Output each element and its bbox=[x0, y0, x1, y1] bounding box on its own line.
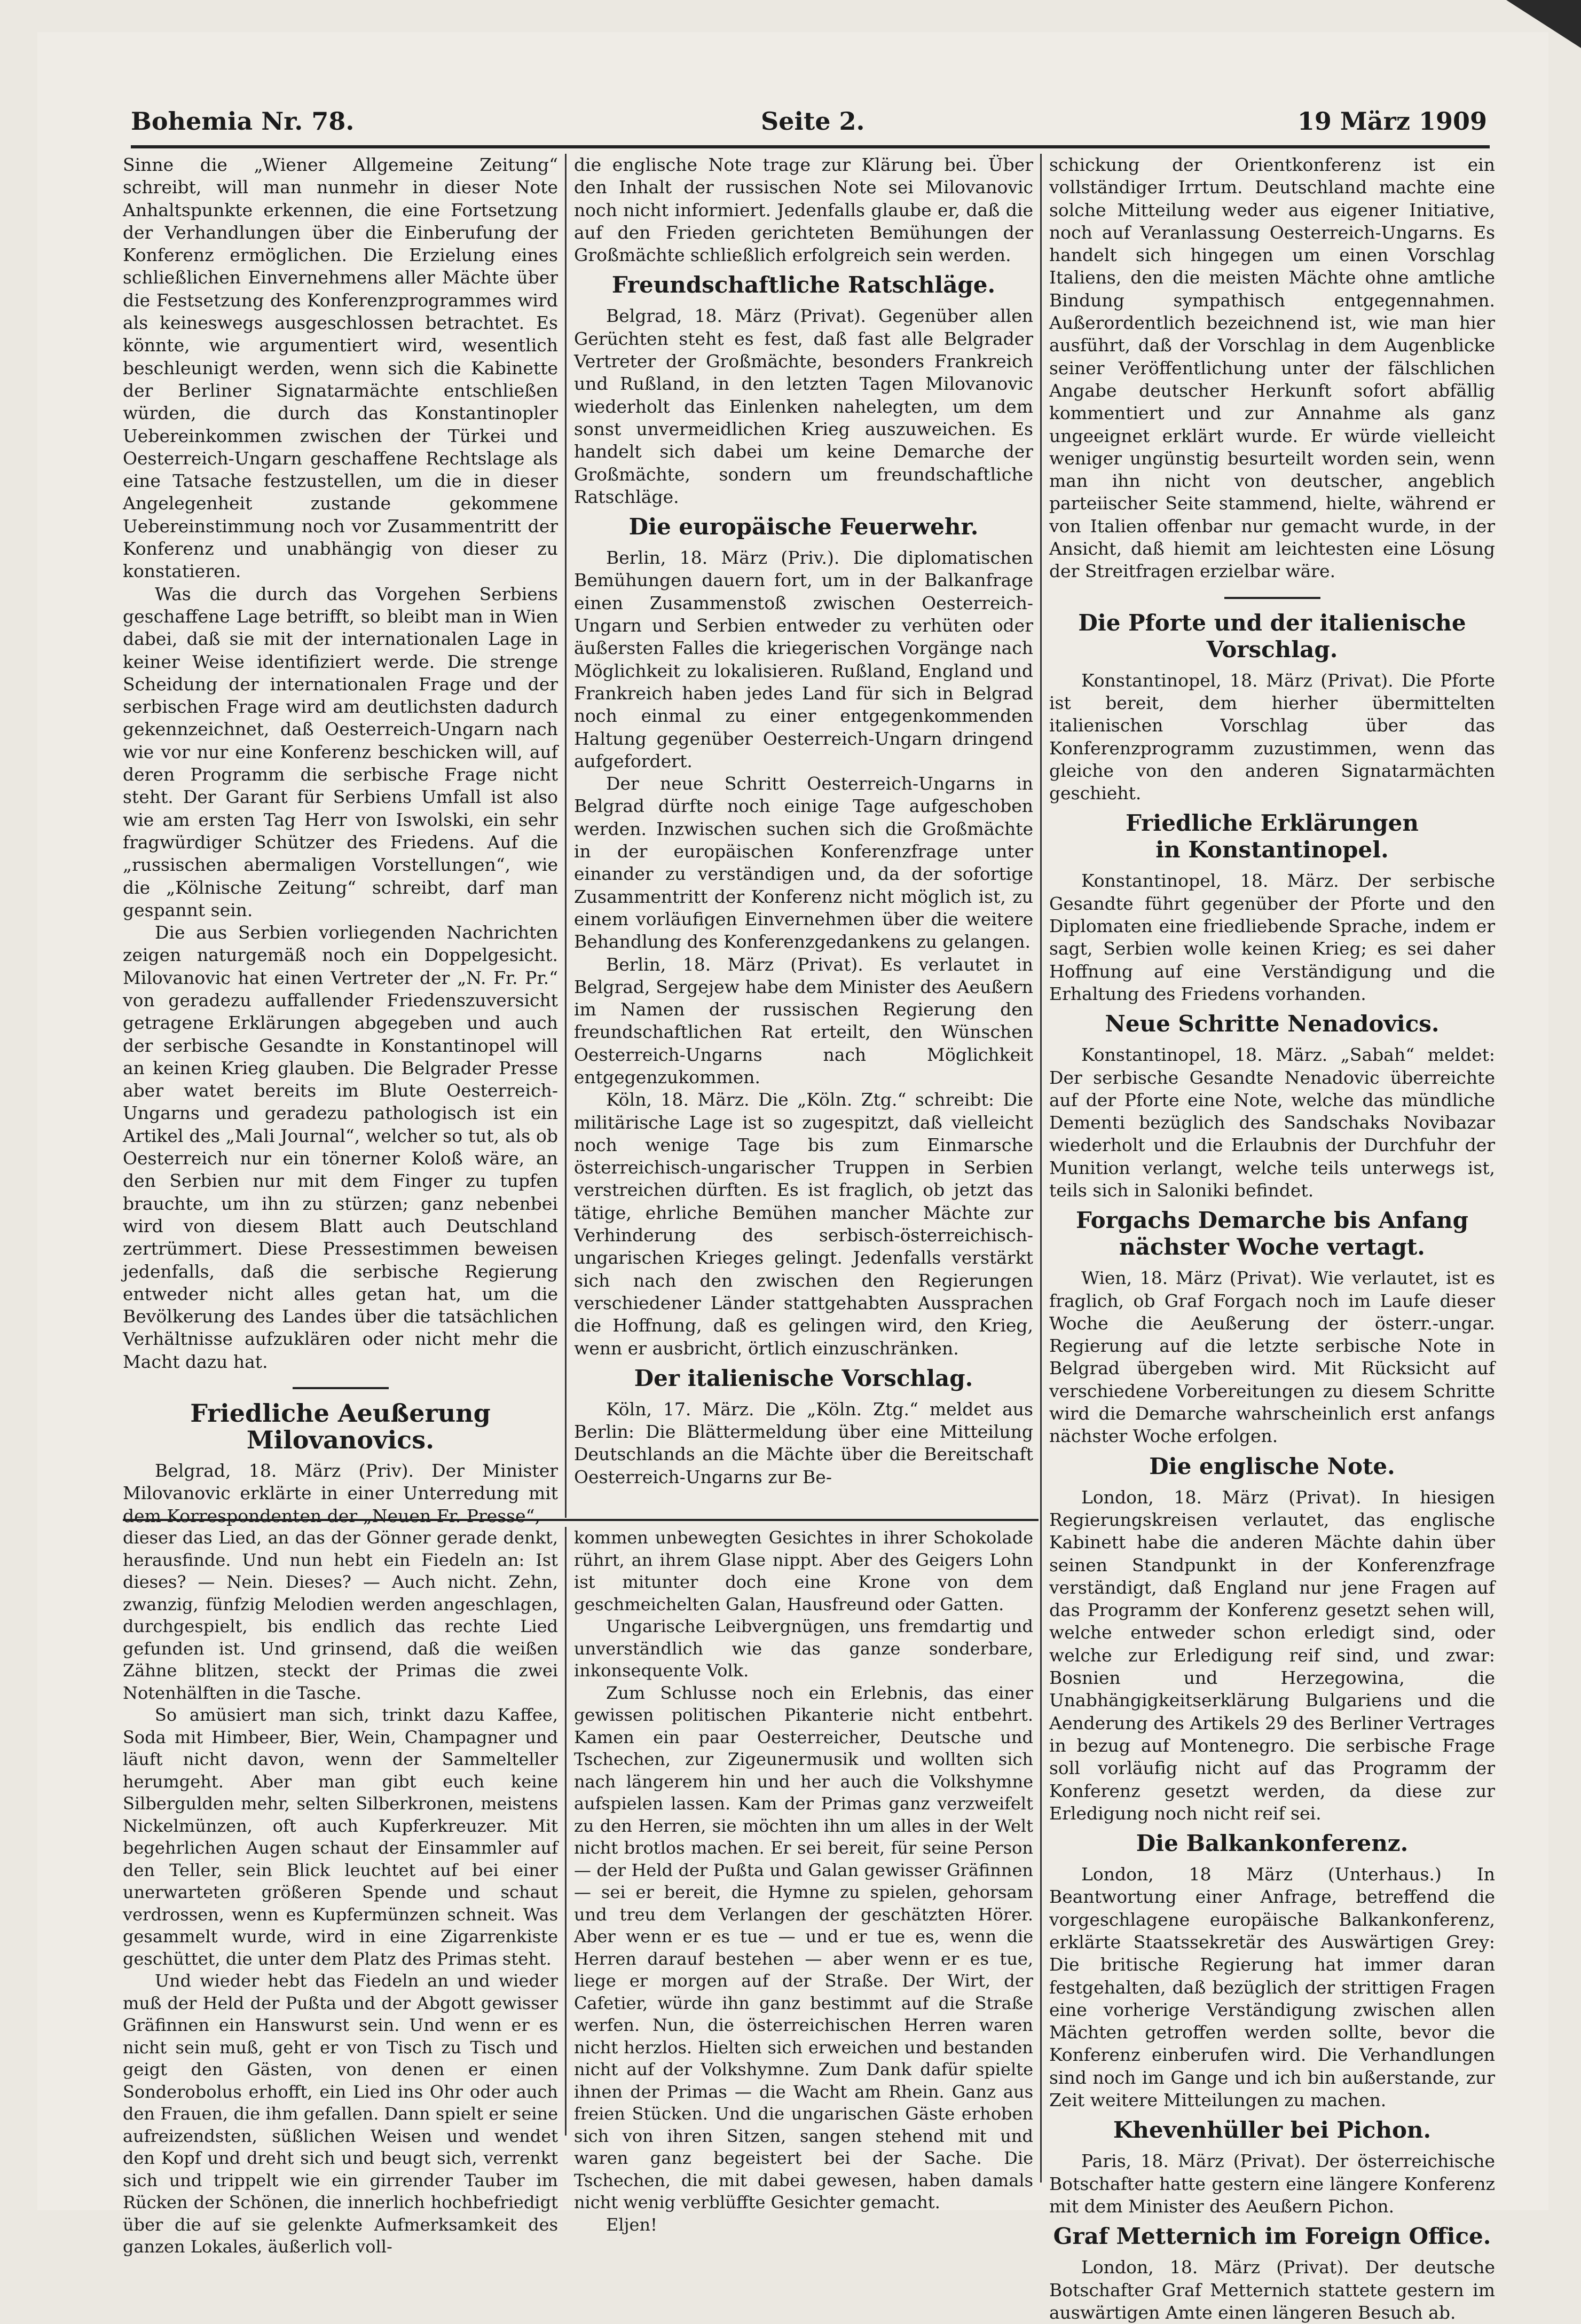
article-headline: nächster Woche vertagt. bbox=[1119, 1234, 1425, 1261]
page-number: Seite 2. bbox=[761, 107, 865, 136]
article-headline: Forgachs Demarche bis Anfang bbox=[1076, 1207, 1468, 1234]
article-headline: Der italienische Vorschlag. bbox=[634, 1365, 973, 1391]
article-paragraph: Köln, 17. März. Die „Köln. Ztg.“ meldet aus Berlin: Die Blättermeldung über eine Mitteilung Deutschlands an die Mächte über die Bereitschaft Oesterreich-Ungarns zur Be- bbox=[574, 1398, 1033, 1487]
article-headline: Neue Schritte Nenadovics. bbox=[1105, 1011, 1440, 1037]
article-paragraph: Wien, 18. März (Privat). Wie verlautet, ist es fraglich, ob Graf Forgach noch im Laufe dieser Woche die Aeußerung der österr.-ungar. Regierung auf die letzte serbische Note in Belgrad übergeben wird. Mit Rücksicht auf verschiedene Vorbereitungen zu diesem Schritte wird die Demarche wahrscheinlich erst anfangs nächster Woche erfolgen. bbox=[1049, 1267, 1495, 1447]
article-paragraph: Paris, 18. März (Privat). Der österreichische Botschafter hatte gestern eine längere Konferenz mit dem Minister des Aeußern Pichon. bbox=[1049, 2150, 1495, 2217]
feuilleton-paragraph: Eljen! bbox=[606, 2214, 657, 2235]
feuilleton-paragraph: kommen unbewegten Gesichtes in ihrer Schokolade rührt, an ihrem Glase nippt. Aber des Geigers Lohn ist mitunter doch eine Krone von dem geschmeichelten Galan, Hausfreund oder Gatten. bbox=[574, 1527, 1033, 1614]
column-divider bbox=[1040, 154, 1042, 2183]
column-divider bbox=[565, 154, 567, 1518]
article-paragraph: Belgrad, 18. März (Privat). Gegenüber allen Gerüchten steht es fest, daß fast alle Belgrader Vertreter der Großmächte, besonders Frankreich und Rußland, in den letzten Tagen Milovanovic wiederholt das Einlenken nahelegten, um dem sonst unvermeidlichen Krieg auszuweichen. Es handelt sich dabei um keine Demarche der Großmächte, sondern um freundschaftliche Ratschläge. bbox=[574, 305, 1033, 507]
header-rule bbox=[131, 145, 1490, 148]
article-headline: in Konstantinopel. bbox=[1155, 837, 1389, 863]
article-paragraph: Berlin, 18. März (Privat). Es verlautet in Belgrad, Sergejew habe dem Minister des Aeußern im Namen der russischen Regierung den freundschaftlichen Rat erteilt, den Wünschen Oesterreich-Ungarns nach Möglichkeit entgegenzukommen. bbox=[574, 954, 1033, 1088]
article-paragraph: die englische Note trage zur Klärung bei. Über den Inhalt der russischen Note sei Milovanovic noch nicht informiert. Jedenfalls glaube er, daß die auf den Frieden gerichteten Bemühungen der Großmächte schließlich erfolgreich sein werden. bbox=[574, 154, 1033, 266]
feuilleton-right bbox=[574, 1527, 1033, 2235]
article-paragraph: Belgrad, 18. März (Priv). Der Minister Milovanovic erklärte in einer Unterredung mit dem Korrespondenten der „Neuen Fr. Presse“, bbox=[123, 1460, 558, 1526]
article-headline: Khevenhüller bei Pichon. bbox=[1113, 2117, 1431, 2144]
feuilleton-paragraph: So amüsiert man sich, trinkt dazu Kaffee, Soda mit Himbeer, Bier, Wein, Champagner und läuft nicht davon, wenn der Sammelteller herumgeht. Aber man gibt euch keine Silbergulden mehr, selten Silberkronen, meistens Nickelmünzen, oft auch Kupferkreuzer. Mit begehrlichen Augen schaut der Einsammler auf den Teller, sein Blick leuchtet auf bei einer unerwarteten größeren Spende und schaut verdrossen, wenn es Kupfermünzen schneit. Was gesammelt wurde, wird in eine Zigarrenkiste geschüttet, die unter dem Platz des Primas steht. bbox=[123, 1705, 558, 1969]
feuilleton-paragraph: Und wieder hebt das Fiedeln an und wieder muß der Held der Pußta und der Abgott gewisser Gräfinnen ein Hanswurst sein. Und wenn er es nicht sein muß, geht er von Tisch zu Tisch und geigt den Gästen, von denen er einen Sonderobolus erhofft, ein Lied ins Ohr oder auch den Frauen, die ihm gefallen. Dann spielt er seine aufreizendsten, süßlichen Weisen und wendet den Kopf und dreht sich und beugt sich, verrenkt sich und trippelt wie ein girrender Tauber im Rücken der Schönen, die innerlich hochbefriedigt über die auf sie gelenkte Aufmerksamkeit des ganzen Lokales, äußerlich voll- bbox=[123, 1971, 558, 2257]
article-headline: Die Pforte und der italienische Vorschlag. bbox=[1078, 609, 1466, 663]
feuilleton-paragraph: Zum Schlusse noch ein Erlebnis, das einer gewissen politischen Pikanterie nicht entbehrt. Kamen ein paar Oesterreicher, Deutsche und Tschechen, zur Zigeunermusik und wollten sich nach längerem hin und her auch die Volkshymne aufspielen lassen. Kam der Primas ganz verzweifelt zu den Herren, sie möchten ihn um alles in der Welt nicht brotlos machen. Er sei bereit, für seine Person — der Held der Pußta und Galan gewisser Gräfinnen — sei er bereit, die Hymne zu spielen, gehorsam und treu dem Verlangen der geschätzten Hörer. Aber wenn er es tue — und er tue es, wenn die Herren darauf bestehen — aber wenn er es tue, liege er morgen auf der Straße. Der Wirt, der Cafetier, würde ihn ganz bestimmt auf die Straße werfen. Nun, die österreichischen Herren waren nicht herzlos. Hielten sich erweichen und bestanden nicht auf der Volkshymne. Zum Dank dafür spielte ihnen der Primas — die Wacht am Rhein. Ganz aus freien Stücken. Und die ungarischen Gäste erhoben sich von ihren Sitzen, sangen stehend mit und waren ganz begeistert bei der Sache. Die Tschechen, die mit dabei gewesen, haben damals nicht wenig verblüffte Gesichter gemacht. bbox=[574, 1682, 1033, 2212]
scan-corner-shadow bbox=[1506, 0, 1581, 48]
article-paragraph: Der neue Schritt Oesterreich-Ungarns in Belgrad dürfte noch einige Tage aufgeschoben werden. Inzwischen suchen sich die Großmächte in der europäischen Konferenzfrage unter einander zu verständigen und, da der sofortige Zusammentritt der Konferenz nicht möglich ist, zu einem vorläufigen Einvernehmen über die weitere Behandlung des Konferenzgedankens zu gelangen. bbox=[574, 773, 1033, 952]
article-headline: Graf Metternich im Foreign Office. bbox=[1053, 2223, 1491, 2250]
feuilleton-paragraph: dieser das Lied, an das der Gönner gerade denkt, herausfinde. Und nun hebt ein Fiedeln an: Ist dieses? — Nein. Dieses? — Auch nicht. Zehn, zwanzig, fünfzig Melodien werden angeschlagen, durchgespielt, bis endlich das rechte Lied gefunden ist. Und grinsend, daß die weißen Zähne blitzen, steckt der Primas die zwei Notenhälften in die Tasche. bbox=[123, 1527, 558, 1703]
article-paragraph: Die aus Serbien vorliegenden Nachrichten zeigen naturgemäß noch ein Doppelgesicht. Milovanovic hat einen Vertreter der „N. Fr. Pr.“ von geradezu auffallender Friedenszuversicht getragene Erklärungen abgegeben und auch der serbische Gesandte in Konstantinopel will an keinen Krieg glauben. Die Belgrader Presse aber watet bereits im Blute Oesterreich-Ungarns und geradezu pathologisch ist ein Artikel des „Mali Journal“, welcher so tut, als ob Oesterreich nur ein tönerner Koloß wäre, an den Serbien nur mit dem Finger zu tupfen brauchte, um ihn zu stürzen; ganz nebenbei wird von diesem Blatt auch Deutschland zertrümmert. Diese Pressestimmen beweisen jedenfalls, daß die serbische Regierung entweder nicht alles getan hat, um die Bevölkerung des Landes über die tatsächlichen Verhältnisse aufzuklären oder nicht mehr die Macht dazu hat. bbox=[123, 922, 558, 1372]
column-2 bbox=[574, 154, 1033, 1487]
feuilleton-paragraph: Ungarische Leibvergnügen, uns fremdartig und unverständlich wie das ganze sonderbare, inkonsequente Volk. bbox=[574, 1616, 1033, 1681]
article-headline: Die englische Note. bbox=[1149, 1453, 1395, 1479]
column-1 bbox=[123, 154, 558, 1526]
section-rule bbox=[1224, 597, 1320, 599]
article-paragraph: Konstantinopel, 18. März. „Sabah“ meldet: Der serbische Gesandte Nenadovic überreichte auf der Pforte eine Note, welche das mündliche Dementi bezüglich des Sandschaks Novibazar wiederholt und die Erlaubnis der Durchfuhr der Munition verlangt, welche teils unterwegs ist, teils sich in Saloniki befindet. bbox=[1049, 1044, 1495, 1201]
section-rule bbox=[293, 1387, 389, 1389]
article-paragraph: Köln, 18. März. Die „Köln. Ztg.“ schreibt: Die militärische Lage ist so zugespitzt, daß vielleicht noch wenige Tage bis zum Einmarsche österreichisch-ungarischer Truppen in Serbien verstreichen dürften. Es ist fraglich, ob jetzt das tätige, ehrliche Bemühen mancher Mächte zur Verhinderung des serbisch-österreichisch-ungarischen Krieges gelingt. Jedenfalls verstärkt sich nach den zwischen den Regierungen verschiedener Länder stattgehabten Aussprachen die Hoffnung, daß es gelingen wird, den Krieg, wenn er ausbricht, örtlich einzuschränken. bbox=[574, 1089, 1033, 1359]
masthead bbox=[131, 101, 1487, 139]
article-headline: Freundschaftliche Ratschläge. bbox=[611, 272, 996, 298]
column-divider bbox=[565, 1527, 567, 2136]
feuilleton-left bbox=[123, 1527, 558, 2257]
article-headline: Friedliche Aeußerung Milovanovics. bbox=[190, 1399, 491, 1455]
article-paragraph: schickung der Orientkonferenz ist ein vollständiger Irrtum. Deutschland machte eine solche Mitteilung weder aus eigener Initiative, noch auf Veranlassung Oesterreich-Ungarns. Es handelt sich hingegen um einen Vorschlag Italiens, den die meisten Mächte ohne amtliche Bindung sympathisch entgegennahmen. Außerordentlich bezeichnend ist, wie man hier ausführt, daß der Vorschlag in dem Augenblicke seiner Veröffentlichung unter der fälschlichen Angabe deutscher Herkunft sofort abfällig kommentiert und zur Annahme als ganz ungeeignet erklärt wurde. Er würde vielleicht weniger ungünstig besurteilt worden sein, wenn man ihn nicht von deutscher, angeblich parteiischer Seite stammend, hielte, während er von Italien offenbar nur gemacht wurde, in der Ansicht, daß hiemit am leichtesten eine Lösung der Streitfragen erzielbar wäre. bbox=[1049, 154, 1495, 582]
article-paragraph: London, 18. März (Privat). Der deutsche Botschafter Graf Metternich stattete gestern im auswärtigen Amte einen längeren Besuch ab. bbox=[1049, 2257, 1495, 2323]
article-paragraph: Konstantinopel, 18. März (Privat). Die Pforte ist bereit, dem hierher übermittelten italienischen Vorschlag über das Konferenzprogramm zuzustimmen, wenn das gleiche von den anderen Signatarmächten geschieht. bbox=[1049, 669, 1495, 804]
article-headline: Die Balkankonferenz. bbox=[1136, 1830, 1409, 1857]
article-paragraph: Konstantinopel, 18. März. Der serbische Gesandte führt gegenüber der Pforte und den Diplomaten eine friedliebende Sprache, indem er sagt, Serbien wolle keinen Krieg; es sei daher Hoffnung auf eine Verständigung und die Erhaltung des Friedens vorhanden. bbox=[1049, 870, 1495, 1004]
column-3 bbox=[1049, 154, 1495, 2323]
issue-date: 19 März 1909 bbox=[1297, 107, 1487, 136]
paper-name: Bohemia Nr. 78. bbox=[131, 107, 355, 136]
article-paragraph: Was die durch das Vorgehen Serbiens geschaffene Lage betrifft, so bleibt man in Wien dabei, daß sie mit der internationalen Lage in keiner Weise identifiziert werde. Die strenge Scheidung der internationalen Frage und der serbischen Frage wird am deutlichsten dadurch gekennzeichnet, daß Oesterreich-Ungarn nach wie vor nur eine Konferenz beschicken will, auf deren Programm die serbische Frage nicht steht. Der Garant für Serbiens Umfall ist also wie am ersten Tag Herr von Iswolski, ein sehr fragwürdiger Schützer des Friedens. Auf die „russischen abermaligen Vorstellungen“, wie die „Kölnische Zeitung“ schreibt, darf man gespannt sein. bbox=[123, 583, 558, 920]
article-headline: Friedliche Erklärungen bbox=[1126, 810, 1419, 837]
article-paragraph: Sinne die „Wiener Allgemeine Zeitung“ schreibt, will man nunmehr in dieser Note Anhaltspunkte erkennen, die eine Fortsetzung der Verhandlungen über die Einberufung der Konferenz ermöglichen. Die Erzielung eines schließlichen Einvernehmens aller Mächte über die Festsetzung des Konferenzprogrammes wird als keineswegs ausgeschlossen betrachtet. Es könnte, wie argumentiert wird, wesentlich beschleunigt werden, wenn sich die Kabinette der Berliner Signatarmächte entschließen würden, die durch das Konstantinopler Uebereinkommen zwischen der Türkei und Oesterreich-Ungarn geschaffene Rechtslage als eine Tatsache festzustellen, um die in dieser Angelegenheit zustande gekommene Uebereinstimmung noch vor Zusammentritt der Konferenz und unabhängig von dieser zu konstatieren. bbox=[123, 154, 558, 582]
article-paragraph: London, 18. März (Privat). In hiesigen Regierungskreisen verlautet, das englische Kabinett habe die anderen Mächte dahin über seinen Standpunkt in der Konferenzfrage verständigt, daß England nur jene Fragen auf das Programm der Konferenz gesetzt sehen will, welche entweder schon erledigt sind, oder welche zur Erledigung reif sind, und zwar: Bosnien und Herzegowina, die Unabhängigkeitserklärung Bulgariens und die Aenderung des Artikels 29 des Berliner Vertrages in bezug auf Montenegro. Die serbische Frage soll vorläufig nicht auf das Programm der Konferenz gesetzt werden, da diese zur Erledigung noch nicht reif sei. bbox=[1049, 1486, 1495, 1824]
article-paragraph: Berlin, 18. März (Priv.). Die diplomatischen Bemühungen dauern fort, um in der Balkanfrage einen Zusammenstoß zwischen Oesterreich-Ungarn und Serbien entweder zu verhüten oder äußersten Falles die kriegerischen Vorgänge nach Möglichkeit zu lokalisieren. Rußland, England und Frankreich haben jedes Land für sich in Belgrad noch einmal zu einer entgegenkommenden Haltung gegenüber Oesterreich-Ungarn dringend aufgefordert. bbox=[574, 547, 1033, 771]
article-headline: Die europäische Feuerwehr. bbox=[628, 514, 979, 540]
article-paragraph: London, 18 März (Unterhaus.) In Beantwortung einer Anfrage, betreffend die vorgeschlagene europäische Balkankonferenz, erklärte Staatssekretär des Auswärtigen Grey: Die britische Regierung hat immer daran festgehalten, daß bezüglich der strittigen Fragen eine vorherige Verständigung zwischen allen Mächten getroffen werden sollte, bevor die Konferenz einberufen wird. Die Verhandlungen sind noch im Gange und ich bin außerstande, zur Zeit weitere Mitteilungen zu machen. bbox=[1049, 1864, 1495, 2111]
